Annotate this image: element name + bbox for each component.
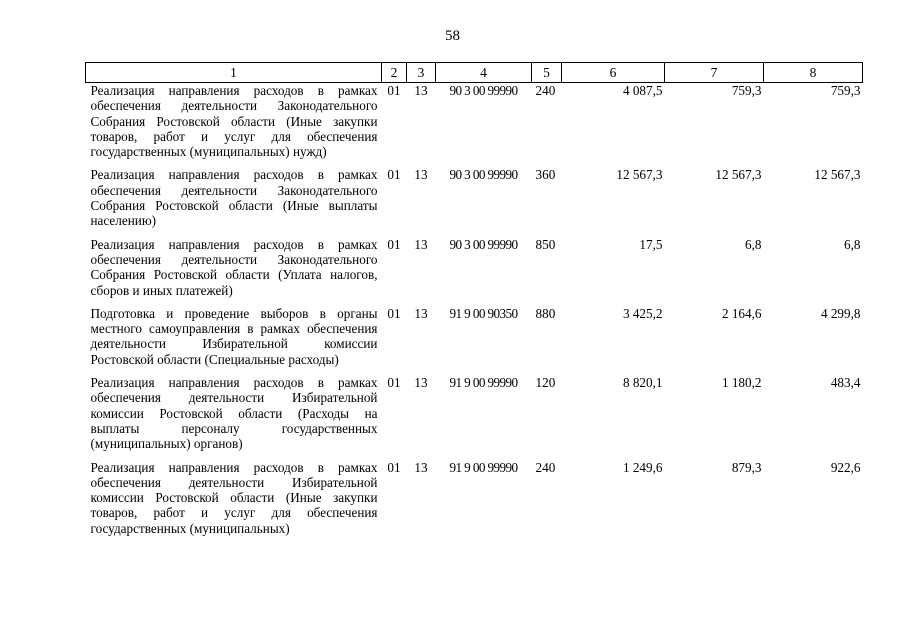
row-name-cell: Реализация направления расходов в рамках обеспечения деятельности Законодательного Собрания Ростовской области (Иные выплаты населению) (90, 167, 378, 229)
budget-table (85, 62, 863, 544)
row-amount-col6-cell: 4 087,5 (622, 83, 663, 98)
row-amount-col7-cell: 879,3 (731, 459, 762, 475)
row-amount-col8-cell: 759,3 (830, 83, 861, 98)
row-amount-col7-cell: 759,3 (731, 83, 762, 98)
row-section-cell: 01 (387, 305, 401, 321)
row-amount-col7-cell: 6,8 (745, 236, 762, 252)
row-subsection-cell: 13 (414, 305, 428, 321)
row-section-cell: 01 (387, 236, 401, 252)
row-amount-col6-cell: 17,5 (639, 236, 663, 252)
row-section-cell: 01 (387, 459, 401, 475)
table-row (86, 375, 863, 459)
row-subsection-cell: 13 (414, 375, 428, 391)
row-amount-col8-cell: 6,8 (844, 236, 861, 252)
row-target-code-cell: 90 3 00 99990 (449, 167, 518, 183)
header-cell-col4: 4 (436, 63, 532, 83)
header-cell-col5: 5 (532, 63, 562, 83)
row-target-code-cell: 90 3 00 99990 (449, 236, 518, 252)
header-row (86, 63, 863, 83)
row-target-code-cell: 91 9 00 99990 (449, 459, 518, 475)
row-name-cell: Подготовка и проведение выборов в органы местного самоуправления в рамках обеспечения деятельности Избирательной комиссии Ростовской области (Специальные расходы) (90, 305, 378, 367)
header-cell-col3: 3 (407, 63, 436, 83)
row-subsection-cell: 13 (414, 83, 428, 98)
row-amount-col7-cell: 1 180,2 (721, 375, 762, 391)
row-amount-col8-cell: 4 299,8 (820, 305, 861, 321)
row-name-cell: Реализация направления расходов в рамках обеспечения деятельности Законодательного Собрания Ростовской области (Иные закупки товаров, работ и услуг для обеспечения государственных (муниципальных) нужд) (90, 83, 378, 160)
row-amount-col6-cell: 1 249,6 (622, 459, 663, 475)
table-row (86, 460, 863, 544)
row-amount-col8-cell: 922,6 (830, 459, 861, 475)
row-target-code-cell: 91 9 00 90350 (449, 305, 518, 321)
row-amount-col8-cell: 12 567,3 (814, 167, 861, 183)
row-amount-col6-cell: 3 425,2 (622, 305, 663, 321)
row-section-cell: 01 (387, 375, 401, 391)
row-name-cell: Реализация направления расходов в рамках обеспечения деятельности Избирательной комиссии Ростовской области (Иные закупки товаров, работ и услуг для обеспечения государственных (муниципальных) (90, 459, 378, 536)
row-expense-type-cell: 850 (535, 236, 556, 252)
header-cell-col8: 8 (764, 63, 863, 83)
row-amount-col6-cell: 8 820,1 (622, 375, 663, 391)
table-row (86, 306, 863, 375)
header-cell-col1: 1 (86, 63, 382, 83)
row-expense-type-cell: 120 (535, 375, 556, 391)
header-cell-col6: 6 (562, 63, 665, 83)
table-row (86, 237, 863, 306)
table-row (86, 167, 863, 236)
row-subsection-cell: 13 (414, 167, 428, 183)
row-amount-col6-cell: 12 567,3 (616, 167, 663, 183)
row-amount-col7-cell: 2 164,6 (721, 305, 762, 321)
row-expense-type-cell: 240 (535, 459, 556, 475)
page-number: 58 (445, 28, 460, 44)
row-target-code-cell: 90 3 00 99990 (449, 83, 518, 98)
header-cell-col7: 7 (665, 63, 764, 83)
row-expense-type-cell: 240 (535, 83, 556, 98)
row-section-cell: 01 (387, 167, 401, 183)
row-amount-col7-cell: 12 567,3 (715, 167, 762, 183)
row-name-cell: Реализация направления расходов в рамках обеспечения деятельности Избирательной комиссии Ростовской области (Расходы на выплаты персоналу государственных (муниципальных) органов) (90, 375, 378, 452)
row-name-cell: Реализация направления расходов в рамках обеспечения деятельности Законодательного Собрания Ростовской области (Уплата налогов, сборов и иных платежей) (90, 236, 378, 298)
row-expense-type-cell: 880 (535, 305, 556, 321)
row-subsection-cell: 13 (414, 236, 428, 252)
row-target-code-cell: 91 9 00 99990 (449, 375, 518, 391)
row-expense-type-cell: 360 (535, 167, 556, 183)
row-subsection-cell: 13 (414, 459, 428, 475)
header-cell-col2: 2 (382, 63, 407, 83)
table-row (86, 83, 863, 168)
row-amount-col8-cell: 483,4 (830, 375, 861, 391)
row-section-cell: 01 (387, 83, 401, 98)
